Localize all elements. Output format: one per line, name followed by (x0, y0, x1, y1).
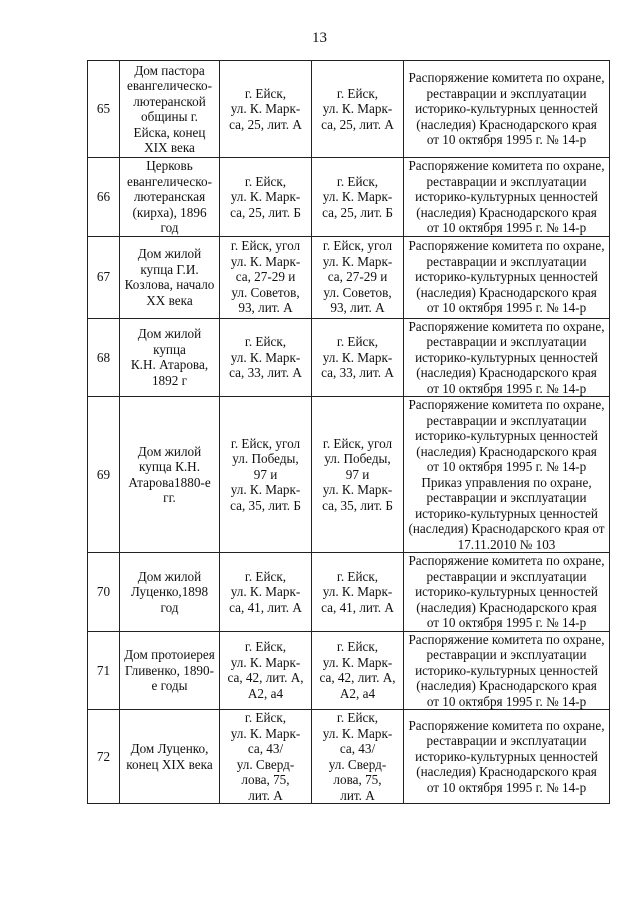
text-line: ул. К. Марк- (322, 253, 393, 269)
location-cell-lines (314, 238, 401, 316)
text-line: 97 и (253, 466, 278, 482)
text-line: евангелическо- (127, 78, 212, 93)
document-cell-lines (406, 238, 607, 316)
document-cell (404, 236, 610, 318)
text-line: Гливенко, 1890- (124, 662, 215, 678)
text-line: ул. К. Марк- (322, 101, 393, 117)
text-line: Дом жилой (137, 443, 202, 459)
document-cell-lines (406, 397, 607, 552)
text-line: ул. К. Марк- (322, 189, 393, 204)
document-cell-lines (406, 632, 607, 710)
text-line: Распоряжение комитета по охране, (408, 158, 605, 173)
location-cell (312, 397, 404, 553)
text-line: (наследия) Краснодарского края (416, 443, 597, 459)
text-line: 1892 г (151, 372, 188, 388)
text-line: от 10 октября 1995 г. № 14-р (426, 132, 587, 148)
row-number: 72 (88, 710, 120, 804)
row-number: 68 (88, 318, 120, 397)
text-line: са, 27-29 и (235, 269, 296, 285)
text-line: историко-культурных ценностей (415, 748, 598, 764)
text-line: историко-культурных ценностей (415, 505, 598, 521)
text-line: са, 41, лит. А (321, 599, 394, 615)
text-line: реставрации и эксплуатации (426, 85, 587, 101)
text-line: общины г. (141, 109, 198, 124)
object-name-cell (120, 631, 220, 710)
text-line: ул. Победы, (324, 451, 391, 467)
text-line: реставрации и эксплуатации (426, 412, 587, 428)
text-line: г. Ейск, (336, 85, 379, 101)
text-line: ул. К. Марк- (322, 654, 393, 670)
text-line: от 10 октября 1995 г. № 14-р (426, 220, 587, 235)
text-line: реставрации и эксплуатации (426, 568, 587, 584)
text-line: г. Ейск, угол (322, 435, 393, 451)
text-line: (наследия) Краснодарского края (416, 116, 597, 132)
text-line: са, 35, лит. Б (322, 497, 393, 513)
address-cell-lines (222, 639, 309, 701)
text-line: са, 25, лит. А (321, 116, 394, 132)
text-line: Дом протоиерея (124, 647, 215, 662)
text-line: са, 35, лит. Б (230, 497, 301, 513)
text-line: Дом жилой (137, 568, 202, 584)
text-line: ул. К. Марк- (322, 584, 393, 599)
text-line: Распоряжение комитета по охране, (408, 553, 605, 568)
text-line: ул. К. Марк- (230, 101, 301, 117)
table-row (88, 397, 610, 553)
document-cell (404, 318, 610, 397)
text-line: г. Ейск, (336, 568, 379, 584)
page-number: 13 (312, 30, 327, 46)
text-line: са, 42, лит. А, (319, 670, 396, 686)
text-line: лит. А (248, 787, 283, 803)
text-line: реставрации и эксплуатации (426, 334, 587, 349)
text-line: (наследия) Краснодарского края (416, 599, 597, 615)
row-number: 67 (88, 236, 120, 318)
address-cell-lines (222, 436, 309, 514)
text-line: са, 33, лит. А (321, 365, 394, 380)
document-cell (404, 710, 610, 804)
text-line: ул. К. Марк- (230, 349, 301, 365)
text-line: реставрации и эксплуатации (426, 173, 587, 189)
table-row (88, 236, 610, 318)
address-cell-lines (222, 334, 309, 381)
table-row (88, 61, 610, 158)
heritage-registry-table (87, 60, 610, 804)
text-line: Козлова, начало (124, 277, 215, 292)
text-line: Приказ управления по охране, (421, 474, 592, 490)
text-line: реставрации и эксплуатации (426, 490, 587, 505)
object-name-cell (120, 318, 220, 397)
object-name-cell-lines (122, 158, 217, 236)
text-line: (кирха), 1896 (132, 204, 207, 220)
text-line: купца (153, 341, 186, 357)
text-line: историко-культурных ценностей (415, 189, 598, 204)
text-line: историко-культурных ценностей (415, 269, 598, 285)
object-name-cell-lines (122, 741, 217, 772)
text-line: са, 43/ (247, 741, 284, 756)
text-line: от 10 октября 1995 г. № 14-р (426, 459, 587, 474)
text-line: от 10 октября 1995 г. № 14-р (426, 300, 587, 316)
text-line: г. Ейск, (244, 568, 287, 584)
row-number: 65 (88, 61, 120, 158)
address-cell (220, 631, 312, 710)
text-line: лютеранская (133, 189, 206, 204)
document-cell-lines (406, 158, 607, 236)
text-line: Дом пастора (134, 62, 205, 78)
document-cell (404, 397, 610, 553)
location-cell (312, 61, 404, 158)
text-line: г. Ейск, (244, 710, 287, 725)
address-cell (220, 61, 312, 158)
text-line: XIX века (144, 140, 195, 155)
text-line: са, 25, лит. Б (230, 204, 301, 220)
text-line: реставрации и эксплуатации (426, 733, 587, 749)
text-line: историко-культурных ценностей (415, 428, 598, 443)
address-cell-lines (222, 569, 309, 616)
location-cell (312, 318, 404, 397)
table-row (88, 553, 610, 632)
table-row (88, 631, 610, 710)
text-line: са, 25, лит. А (229, 116, 302, 132)
text-line: ул. К. Марк- (230, 253, 301, 269)
text-line: Дом Луценко, (130, 741, 209, 756)
address-cell (220, 236, 312, 318)
text-line: Распоряжение комитета по охране, (408, 318, 605, 334)
text-line: (наследия) Краснодарского края (416, 365, 597, 380)
document-cell (404, 631, 610, 710)
address-cell-lines (222, 710, 309, 803)
text-line: г. Ейск, (244, 85, 287, 101)
text-line: са, 33, лит. А (229, 365, 302, 380)
object-name-cell (120, 236, 220, 318)
row-number: 71 (88, 631, 120, 710)
text-line: са, 41, лит. А (229, 599, 302, 615)
text-line: историко-культурных ценностей (415, 349, 598, 365)
text-line: лютеранской (133, 93, 206, 109)
object-name-cell-lines (122, 246, 217, 308)
object-name-cell (120, 710, 220, 804)
address-cell (220, 397, 312, 553)
location-cell (312, 553, 404, 632)
location-cell-lines (314, 639, 401, 701)
table-row (88, 158, 610, 237)
text-line: 17.11.2010 № 103 (457, 536, 556, 552)
document-cell-lines (406, 70, 607, 148)
text-line: Дом жилой (137, 326, 202, 342)
object-name-cell-lines (122, 326, 217, 388)
location-cell (312, 158, 404, 237)
text-line: г. Ейск, (244, 334, 287, 349)
text-line: г. Ейск, угол (322, 238, 393, 254)
text-line: г. Ейск, (336, 173, 379, 189)
object-name-cell (120, 553, 220, 632)
address-cell-lines (222, 238, 309, 316)
text-line: са, 43/ (339, 741, 376, 756)
location-cell-lines (314, 174, 401, 221)
text-line: год (160, 599, 179, 615)
text-line: гг. (163, 490, 176, 505)
text-line: ул. К. Марк- (322, 349, 393, 365)
document-cell (404, 61, 610, 158)
location-cell-lines (314, 710, 401, 803)
location-cell (312, 710, 404, 804)
address-cell (220, 710, 312, 804)
text-line: (наследия) Краснодарского края (416, 764, 597, 780)
text-line: г. Ейск, (244, 639, 287, 655)
text-line: Распоряжение комитета по охране, (408, 70, 605, 86)
address-cell (220, 318, 312, 397)
text-line: историко-культурных ценностей (415, 584, 598, 599)
location-cell-lines (314, 569, 401, 616)
text-line: лова, 75, (241, 772, 290, 787)
location-cell (312, 236, 404, 318)
object-name-cell (120, 397, 220, 553)
table-row (88, 710, 610, 804)
address-cell (220, 158, 312, 237)
document-cell-lines (406, 319, 607, 397)
text-line: ул. Сверд- (236, 756, 295, 772)
text-line: Луценко,1898 (130, 584, 209, 599)
text-line: (наследия) Краснодарского края (416, 678, 597, 693)
text-line: ул. Победы, (232, 451, 299, 467)
text-line: ул. К. Марк- (230, 189, 301, 204)
text-line: ул. Сверд- (328, 756, 387, 772)
location-cell (312, 631, 404, 710)
text-line: (наследия) Краснодарского края от (408, 521, 605, 536)
text-line: ул. К. Марк- (230, 654, 301, 670)
text-line: г. Ейск, угол (230, 435, 301, 451)
text-line: А2, а4 (247, 685, 284, 701)
text-line: от 10 октября 1995 г. № 14-р (426, 693, 587, 709)
text-line: (наследия) Краснодарского края (416, 204, 597, 220)
text-line: г. Ейск, угол (230, 238, 301, 254)
text-line: XX века (146, 292, 193, 308)
text-line: реставрации и эксплуатации (426, 253, 587, 269)
location-cell-lines (314, 86, 401, 133)
text-line: ул. К. Марк- (230, 725, 301, 741)
document-cell (404, 158, 610, 237)
document-cell-lines (406, 553, 607, 631)
text-line: ул. Советов, (231, 284, 300, 300)
text-line: реставрации и эксплуатации (426, 647, 587, 662)
text-line: Распоряжение комитета по охране, (408, 397, 605, 412)
text-line: г. Ейск, (244, 173, 287, 189)
text-line: историко-культурных ценностей (415, 662, 598, 678)
text-line: ул. К. Марк- (230, 584, 301, 599)
text-line: евангелическо- (127, 173, 212, 189)
text-line: конец XIX века (126, 756, 213, 772)
text-line: год (160, 220, 179, 235)
text-line: Церковь (146, 158, 193, 173)
object-name-cell-lines (122, 63, 217, 156)
text-line: Распоряжение комитета по охране, (408, 631, 605, 647)
text-line: (наследия) Краснодарского края (416, 284, 597, 300)
document-cell (404, 553, 610, 632)
text-line: от 10 октября 1995 г. № 14-р (426, 779, 587, 795)
text-line: са, 25, лит. Б (322, 204, 393, 220)
registry-body (88, 61, 610, 804)
text-line: е годы (151, 678, 188, 693)
object-name-cell-lines (122, 444, 217, 506)
text-line: са, 42, лит. А, (227, 670, 304, 686)
text-line: са, 27-29 и (327, 269, 388, 285)
text-line: историко-культурных ценностей (415, 101, 598, 117)
text-line: г. Ейск, (336, 334, 379, 349)
text-line: К.Н. Атарова, (130, 357, 209, 373)
text-line: 93, лит. А (238, 300, 293, 316)
text-line: ул. К. Марк- (322, 482, 393, 498)
location-cell-lines (314, 334, 401, 381)
row-number: 69 (88, 397, 120, 553)
object-name-cell (120, 158, 220, 237)
text-line: купца Г.И. (140, 261, 199, 277)
text-line: от 10 октября 1995 г. № 14-р (426, 615, 587, 630)
text-line: от 10 октября 1995 г. № 14-р (426, 380, 587, 396)
text-line: лит. А (340, 787, 375, 803)
text-line: ул. Советов, (323, 284, 392, 300)
address-cell (220, 553, 312, 632)
address-cell-lines (222, 86, 309, 133)
object-name-cell (120, 61, 220, 158)
text-line: купца К.Н. (139, 459, 200, 474)
text-line: Атарова1880-е (128, 474, 211, 490)
text-line: 97 и (345, 466, 370, 482)
table-row (88, 318, 610, 397)
text-line: г. Ейск, (336, 710, 379, 725)
text-line: лова, 75, (333, 772, 382, 787)
text-line: ул. К. Марк- (230, 482, 301, 498)
row-number: 66 (88, 158, 120, 237)
text-line: Распоряжение комитета по охране, (408, 238, 605, 254)
text-line: Распоряжение комитета по охране, (408, 717, 605, 733)
row-number: 70 (88, 553, 120, 632)
object-name-cell-lines (122, 569, 217, 616)
text-line: 93, лит. А (330, 300, 385, 316)
text-line: Дом жилой (137, 246, 202, 261)
document-cell-lines (406, 718, 607, 796)
text-line: ул. К. Марк- (322, 725, 393, 741)
text-line: Ейска, конец (133, 124, 206, 140)
object-name-cell-lines (122, 647, 217, 694)
text-line: А2, а4 (339, 685, 376, 701)
address-cell-lines (222, 174, 309, 221)
location-cell-lines (314, 436, 401, 514)
text-line: г. Ейск, (336, 639, 379, 655)
